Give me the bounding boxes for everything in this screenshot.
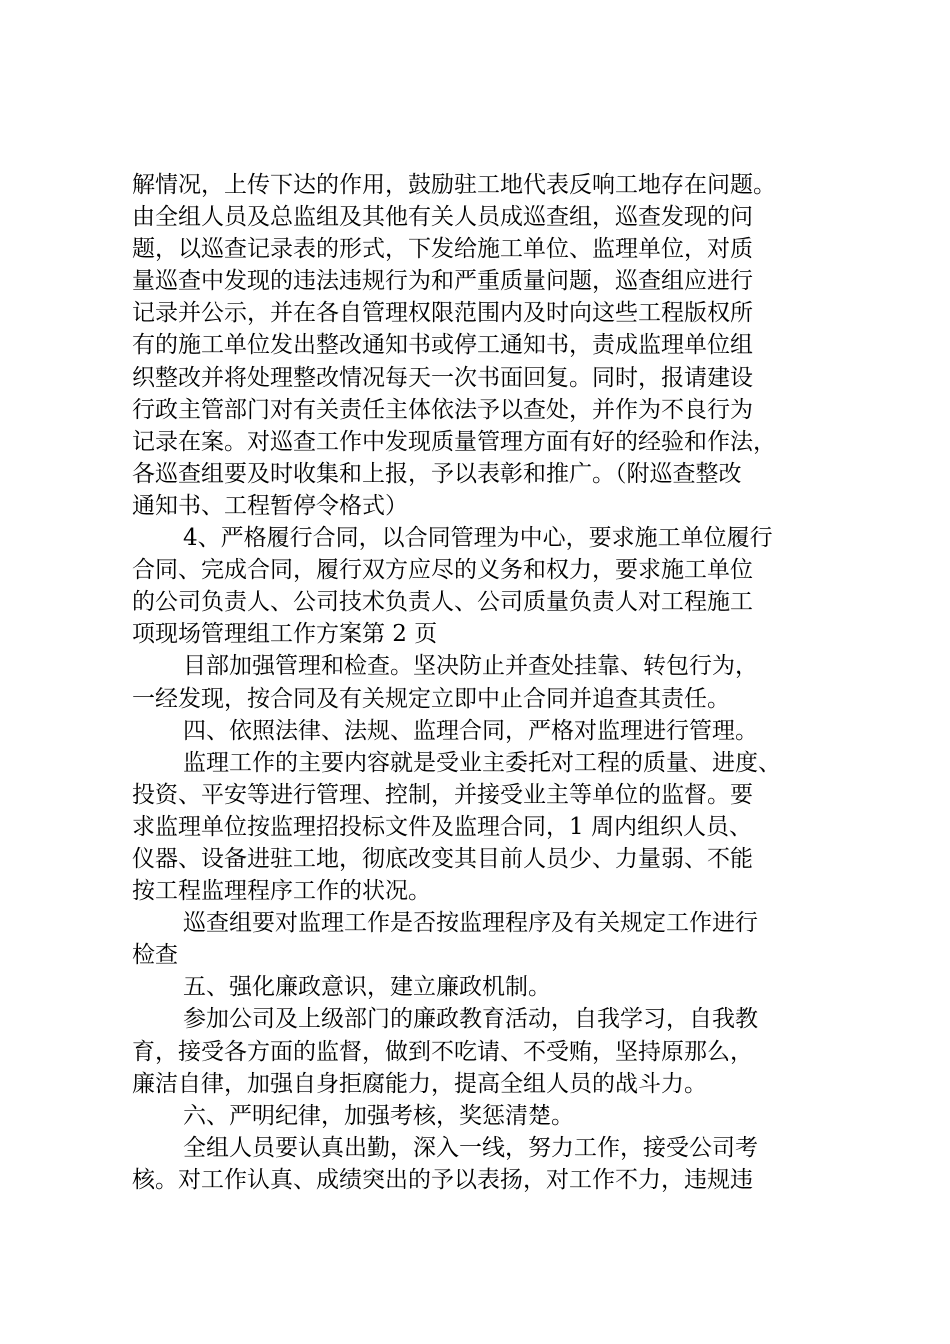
text-line: 量巡查中发现的违法违规行为和严重质量问题，巡查组应进行	[132, 268, 753, 295]
text-line: 廉洁自律，加强自身拒腐能力，提高全组人员的战斗力。	[132, 1070, 707, 1097]
text-line: 项现场管理组工作方案第 2 页	[132, 621, 438, 648]
text-line: 五、强化廉政意识，建立廉政机制。	[183, 974, 551, 1001]
text-line: 行政主管部门对有关责任主体依法予以查处，并作为不良行为	[132, 396, 753, 423]
text-line: 监理工作的主要内容就是受业主委托对工程的质量、进度、	[183, 749, 781, 776]
text-line: 一经发现，按合同及有关规定立即中止合同并追查其责任。	[132, 685, 730, 712]
text-line: 按工程监理程序工作的状况。	[132, 878, 431, 905]
text-line: 投资、平安等进行管理、控制，并接受业主等单位的监督。要	[132, 781, 753, 808]
text-line: 4、严格履行合同，以合同管理为中心，要求施工单位履行	[183, 525, 773, 552]
document-body	[132, 169, 832, 1196]
text-line: 核。对工作认真、成绩突出的予以表扬，对工作不力，违规违	[132, 1166, 753, 1193]
text-line: 育，接受各方面的监督，做到不吃请、不受贿，坚持原那么，	[132, 1038, 753, 1065]
text-line: 的公司负责人、公司技术负责人、公司质量负责人对工程施工	[132, 589, 753, 616]
text-line: 六、严明纪律，加强考核，奖惩清楚。	[183, 1102, 574, 1129]
text-line: 巡查组要对监理工作是否按监理程序及有关规定工作进行	[183, 910, 758, 937]
text-line: 仪器、设备进驻工地，彻底改变其目前人员少、力量弱、不能	[132, 845, 753, 872]
text-line: 合同、完成合同，履行双方应尽的义务和权力，要求施工单位	[132, 557, 753, 584]
text-line: 四、依照法律、法规、监理合同，严格对监理进行管理。	[183, 717, 758, 744]
text-line: 通知书、工程暂停令格式）	[132, 492, 408, 519]
text-line: 各巡查组要及时收集和上报，予以表彰和推广。（附巡查整改	[132, 460, 742, 487]
text-line: 题，以巡查记录表的形式，下发给施工单位、监理单位，对质	[132, 236, 753, 263]
text-line: 目部加强管理和检查。坚决防止并查处挂靠、转包行为，	[183, 653, 758, 680]
text-line: 有的施工单位发出整改通知书或停工通知书，责成监理单位组	[132, 332, 753, 359]
text-line: 解情况，上传下达的作用，鼓励驻工地代表反响工地存在问题。	[132, 172, 776, 198]
text-line: 由全组人员及总监组及其他有关人员成巡查组，巡查发现的问	[132, 204, 753, 231]
text-line: 参加公司及上级部门的廉政教育活动，自我学习，自我教	[183, 1006, 758, 1033]
text-line: 记录并公示，并在各自管理权限范围内及时向这些工程版权所	[132, 300, 753, 327]
text-line: 织整改并将处理整改情况每天一次书面回复。同时，报请建设	[132, 364, 753, 391]
text-line: 求监理单位按监理招投标文件及监理合同，1 周内组织人员、	[132, 813, 752, 840]
text-line: 检查	[132, 942, 178, 969]
text-line: 全组人员要认真出勤，深入一线，努力工作，接受公司考	[183, 1134, 758, 1161]
text-line: 记录在案。对巡查工作中发现质量管理方面有好的经验和作法，	[132, 428, 776, 455]
